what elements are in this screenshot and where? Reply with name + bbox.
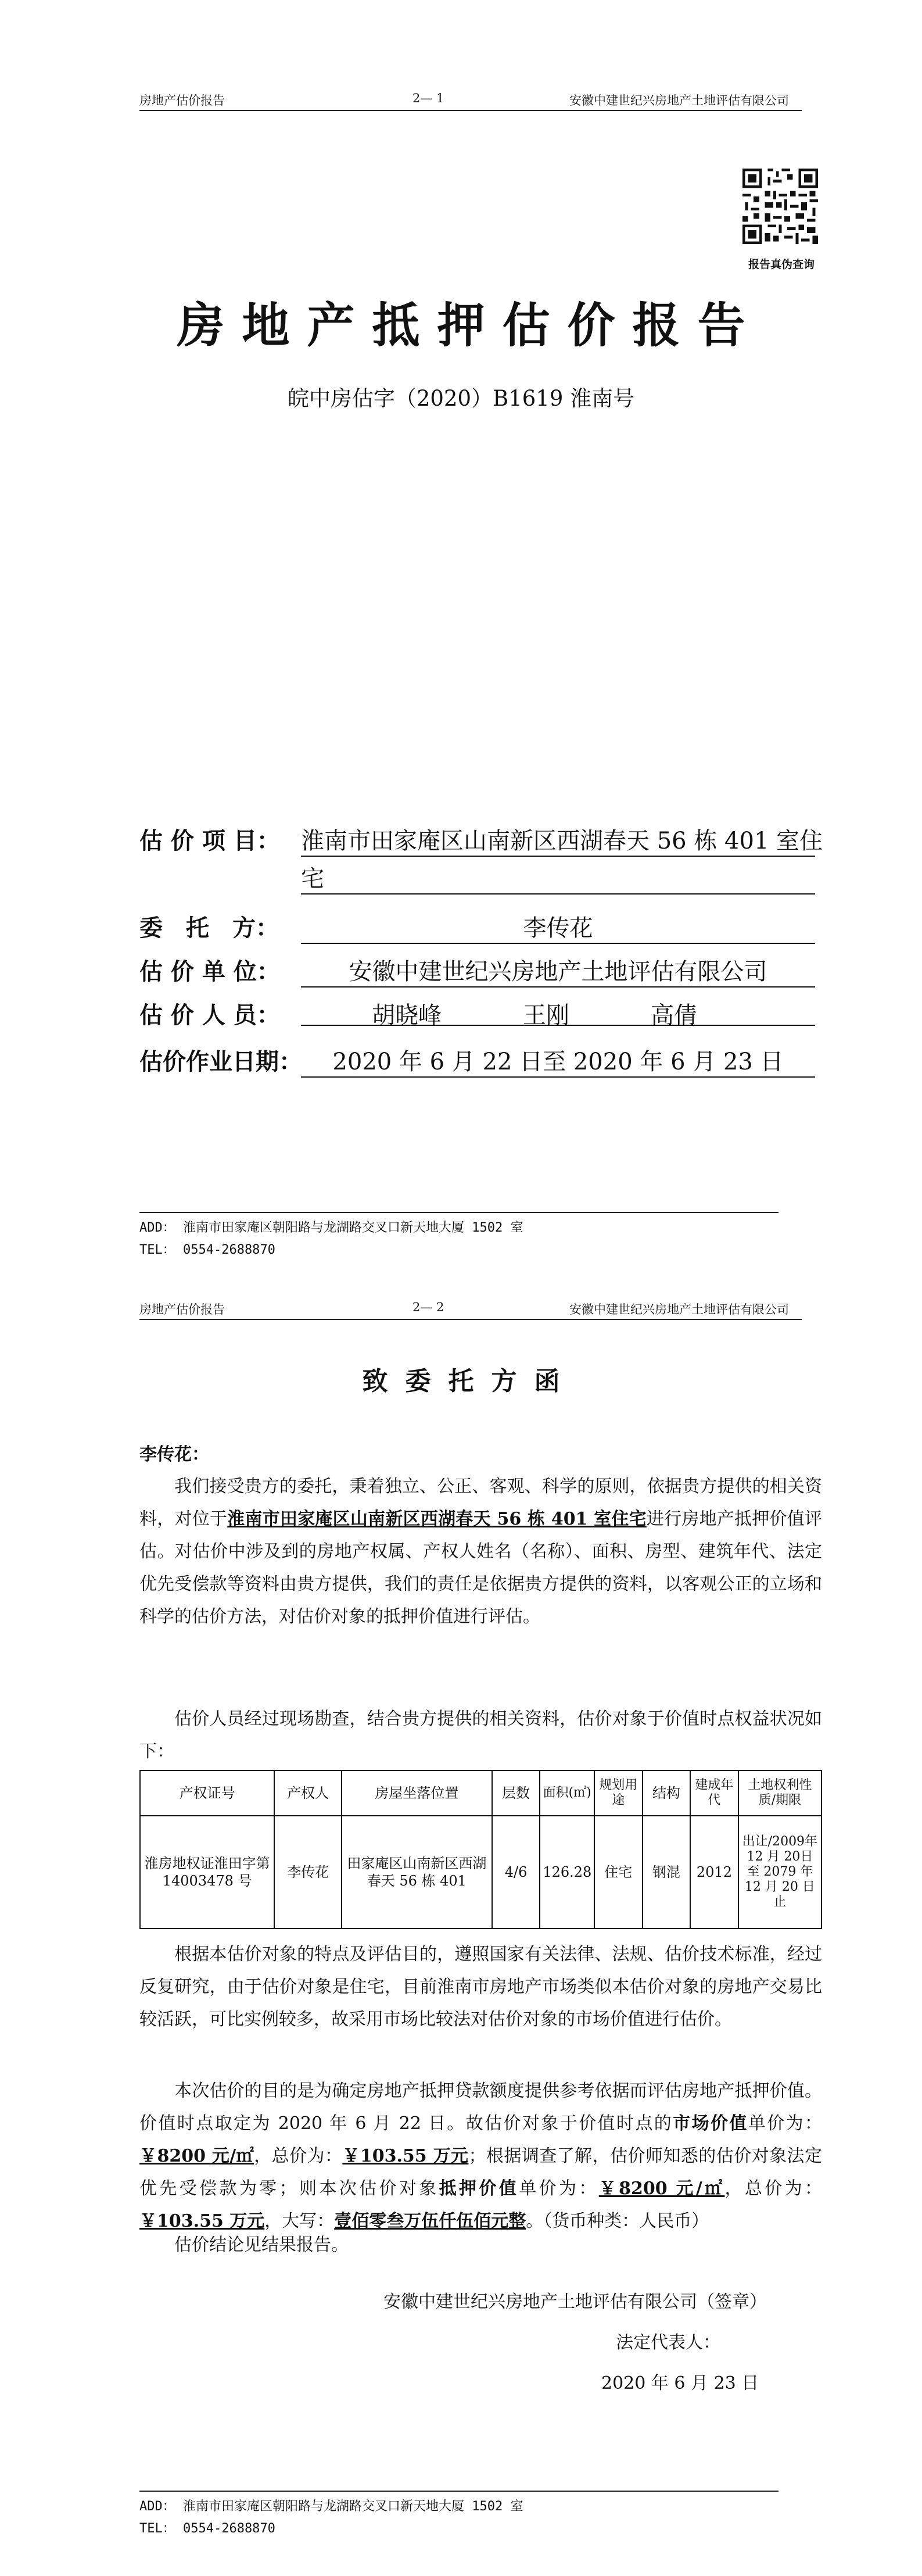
p5-text: 估价结论见结果报告。 xyxy=(174,2235,349,2255)
cell-structure: 钢混 xyxy=(643,1816,691,1929)
p4-text-a: 本次估价的目的是为确定房地产抵押贷款额度提供参考依据而评估房地产抵押价值。价值时点取定为 2020 年 6 月 22 日。故估价对象于价值时点的 xyxy=(139,2081,822,2134)
salutation: 李传花： xyxy=(139,1444,209,1465)
signature-representative: 法定代表人： xyxy=(616,2332,720,2353)
p4-text-e: ，总价为： xyxy=(254,2146,343,2166)
th-land-rights: 土地权利性质/期限 xyxy=(738,1770,821,1816)
project-label: 估 价 项 目： xyxy=(139,827,280,854)
table-header-row xyxy=(140,1770,821,1816)
header-left: 房地产估价报告 xyxy=(139,94,225,108)
appraiser-3: 高倩 xyxy=(651,1002,697,1029)
th-built-year: 建成年代 xyxy=(690,1770,738,1816)
header-company: 安徽中建世纪兴房地产土地评估有限公司 xyxy=(569,1303,789,1316)
appraiser-1: 胡晓峰 xyxy=(372,1002,442,1029)
paragraph-3 xyxy=(139,1938,822,2036)
p4-text-k: ，总价为： xyxy=(724,2178,823,2199)
th-owner: 产权人 xyxy=(274,1770,342,1816)
project-value-line2: 宅 xyxy=(301,860,815,895)
cell-location: 田家庵区山南新区西湖春天 56 栋 401 xyxy=(342,1816,492,1929)
cell-use: 住宅 xyxy=(594,1816,643,1929)
th-use: 规划用途 xyxy=(594,1770,643,1816)
p4-mortgage-total: ￥103.55 万元 xyxy=(139,2211,265,2231)
th-area: 面积(㎡) xyxy=(540,1770,594,1816)
footer-rule xyxy=(139,2491,779,2492)
p4-mortgage-unit-price: ￥8200 元/㎡ xyxy=(598,2178,725,2199)
th-floors: 层数 xyxy=(492,1770,540,1816)
p4-mortgage-value: 抵押价值 xyxy=(439,2178,519,2199)
footer-tel: TEL： 0554-2688870 xyxy=(139,1243,275,1257)
footer-address: ADD： 淮南市田家庵区朝阳路与龙湖路交叉口新天地大厦 1502 室 xyxy=(139,1221,523,1235)
document-number: 皖中房估字（2020）B1619 淮南号 xyxy=(287,386,635,411)
header-left: 房地产估价报告 xyxy=(139,1303,225,1316)
appraiser-org-value: 安徽中建世纪兴房地产土地评估有限公司 xyxy=(301,953,815,988)
cell-built-year: 2012 xyxy=(690,1816,738,1929)
cell-area: 126.28 xyxy=(540,1816,594,1929)
signature-company: 安徽中建世纪兴房地产土地评估有限公司（签章） xyxy=(383,2292,767,2312)
p4-market-unit-price: ￥8200 元/㎡ xyxy=(139,2146,254,2166)
work-date-value: 2020 年 6 月 22 日至 2020 年 6 月 23 日 xyxy=(301,1043,815,1078)
footer-tel: TEL： 0554-2688870 xyxy=(139,2521,275,2536)
work-date-label: 估价作业日期： xyxy=(139,1048,302,1075)
p3-text: 根据本估价对象的特点及评估目的，遵照国家有关法律、法规、估价技术标准，经过反复研究，由于估价对象是住宅，目前淮南市房地产市场类似本估价对象的房地产交易比较活跃，可比实例较多，故采用市场比较法对估价对象的市场价值进行估价。 xyxy=(139,1944,822,2030)
cover-page xyxy=(0,0,922,1287)
header-company: 安徽中建世纪兴房地产土地评估有限公司 xyxy=(569,94,789,108)
letter-page xyxy=(0,1287,922,2576)
footer-address: ADD： 淮南市田家庵区朝阳路与龙湖路交叉口新天地大厦 1502 室 xyxy=(139,2499,523,2514)
paragraph-1 xyxy=(139,1471,822,1633)
header-page-number: 2— 1 xyxy=(412,91,444,105)
p4-text-o: 。（货币种类：人民币） xyxy=(526,2211,709,2231)
paragraph-2 xyxy=(139,1703,822,1768)
qr-caption: 报告真伪查询 xyxy=(748,258,815,271)
th-cert-no: 产权证号 xyxy=(140,1770,274,1816)
page-header xyxy=(139,90,802,111)
cell-floors: 4/6 xyxy=(492,1816,540,1929)
letter-title: 致委托方函 xyxy=(362,1366,577,1396)
p4-market-value: 市场价值 xyxy=(673,2113,748,2134)
p1-property-address: 淮南市田家庵区山南新区西湖春天 56 栋 401 室住宅 xyxy=(227,1509,647,1529)
p4-text-g: ；根据调查了解，估价师知悉的估价对象法定优先受偿款为零；则本次估价对象 xyxy=(139,2146,823,2199)
p4-amount-in-words: 壹佰零叁万伍仟伍佰元整 xyxy=(334,2211,526,2231)
th-location: 房屋坐落位置 xyxy=(342,1770,492,1816)
qr-code[interactable] xyxy=(740,166,821,247)
client-label: 委 托 方： xyxy=(139,914,279,942)
cell-owner: 李传花 xyxy=(274,1816,342,1929)
report-title: 房地产抵押估价报告 xyxy=(177,298,763,353)
paragraph-4 xyxy=(139,2075,822,2238)
p1-text-a: 我们接受贵方的委托，秉着独立、公正、客观、科学的原则，依据贵方提供的相关资料，对位于 xyxy=(139,1476,822,1529)
th-structure: 结构 xyxy=(643,1770,691,1816)
header-page-number: 2— 2 xyxy=(412,1300,444,1314)
appraiser-org-label: 估 价 单 位： xyxy=(139,958,280,985)
client-value: 李传花 xyxy=(301,910,815,944)
signature-date: 2020 年 6 月 23 日 xyxy=(601,2373,759,2393)
footer-rule xyxy=(139,1212,779,1213)
property-table xyxy=(139,1770,822,1929)
p4-text-c: 单价为： xyxy=(748,2113,823,2134)
cell-land-rights: 出让/2009年 12 月 20日至 2079 年12 月 20 日止 xyxy=(738,1816,821,1929)
table-row xyxy=(140,1816,821,1929)
p4-text-m: ，大写： xyxy=(264,2211,335,2231)
appraiser-2: 王刚 xyxy=(523,1002,569,1029)
p1-text-c: 进行房地产抵押价值评估。对估价中涉及到的房地产权属、产权人姓名（名称）、面积、房型、建筑年代、法定优先受偿款等资料由贵方提供，我们的责任是依据贵方提供的资料，以客观公正的立场和科学的估价方法，对估价对象的抵押价值进行评估。 xyxy=(139,1509,823,1627)
appraisers-label: 估 价 人 员： xyxy=(139,1001,280,1029)
project-value-line1: 淮南市田家庵区山南新区西湖春天 56 栋 401 室住 xyxy=(301,822,815,857)
paragraph-5 xyxy=(139,2229,822,2262)
cell-cert-no: 淮房地权证淮田字第 14003478 号 xyxy=(140,1816,274,1929)
p4-text-i: 单价为： xyxy=(519,2178,599,2199)
p4-market-total: ￥103.55 万元 xyxy=(342,2146,469,2166)
p2-text: 估价人员经过现场勘查，结合贵方提供的相关资料，估价对象于价值时点权益状况如下： xyxy=(139,1709,822,1762)
page-header xyxy=(139,1299,802,1320)
